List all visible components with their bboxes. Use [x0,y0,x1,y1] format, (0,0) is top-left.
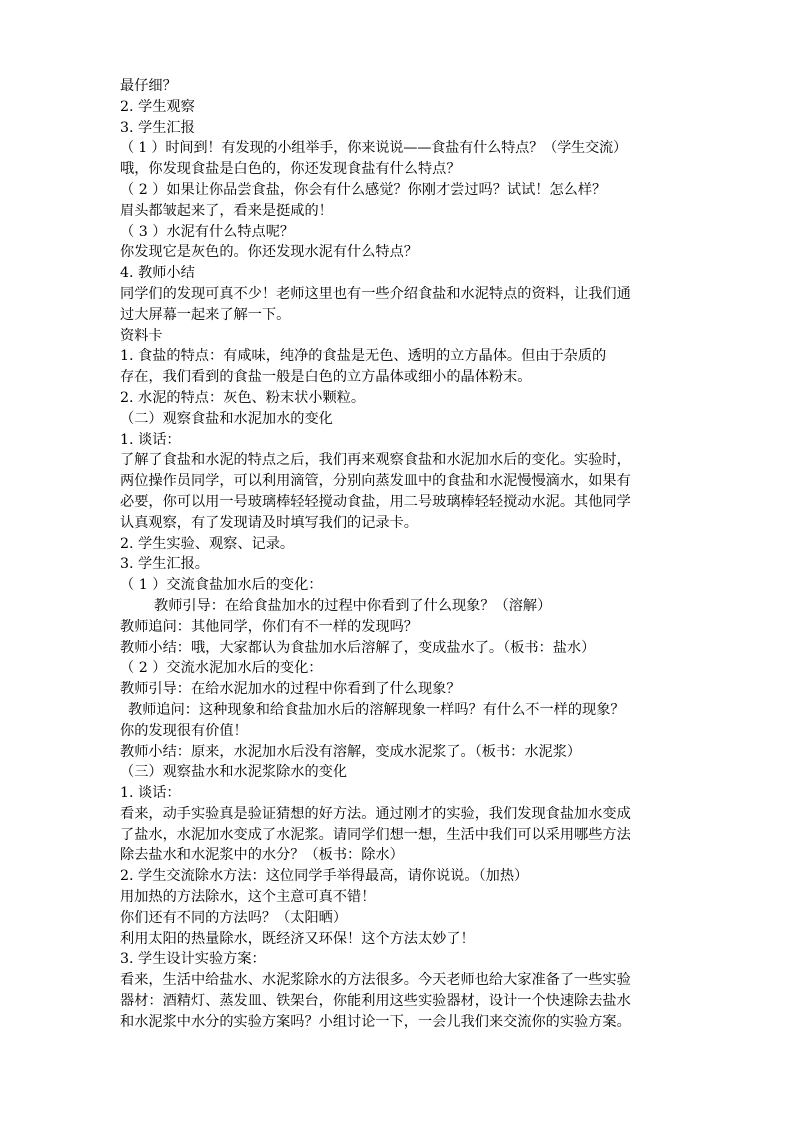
text-line: 2. 学生实验、观察、记录。 [120,535,295,552]
text-line: （ 2 ）如果让你品尝食盐，你会有什么感觉？你刚才尝过吗？试试！怎么样？ [120,181,607,198]
text-line: 看来，生活中给盐水、水泥浆除水的方法很多。今天老师也给大家准备了一些实验 [120,972,631,989]
text-line: 教师引导：在给食盐加水的过程中你看到了什么现象？（溶解） [154,597,552,614]
text-line: 两位操作员同学，可以利用滴管，分别向蒸发皿中的食盐和水泥慢慢滴水，如果有 [120,473,631,490]
text-line: 认真观察，有了发现请及时填写我们的记录卡。 [120,514,418,531]
text-line: 器材：酒精灯、蒸发皿、铁架台，你能利用这些实验器材，设计一个快速除去盐水 [120,993,631,1010]
text-line: 用加热的方法除水，这个主意可真不错！ [120,889,376,906]
text-line: 过大屏幕一起来了解一下。 [120,306,291,323]
text-line: 利用太阳的热量除水，既经济又环保！这个方法太妙了！ [120,930,475,947]
section-heading: （三）观察盐水和水泥浆除水的变化 [120,764,348,781]
text-line: 2. 学生观察 [120,98,195,115]
text-line: 教师小结：原来，水泥加水后没有溶解，变成水泥浆了。（板书：水泥浆） [120,743,582,760]
text-line: 你们还有不同的方法吗？（太阳晒） [120,909,348,926]
text-line: 教师追问：其他同学，你们有不一样的发现吗？ [120,618,418,635]
text-line: 教师追问：这种现象和给食盐加水后的溶解现象一样吗？有什么不一样的现象？ [128,701,625,718]
text-line: 必要，你可以用一号玻璃棒轻轻搅动食盐，用二号玻璃棒轻轻搅动水泥。其他同学 [120,493,631,510]
text-line: 你的发现很有价值！ [120,722,248,739]
text-line: 同学们的发现可真不少！老师这里也有一些介绍食盐和水泥特点的资料，让我们通 [120,285,631,302]
text-line: （ 1 ）交流食盐加水后的变化： [120,577,323,594]
text-line: 3. 学生汇报 [120,119,195,136]
text-line: 1. 谈话： [120,431,181,448]
text-line: 最仔细？ [120,78,177,94]
text-line: 了盐水，水泥加水变成了水泥浆。请同学们想一想，生活中我们可以采用哪些方法 [120,826,631,843]
text-line: 3. 学生设计实验方案： [120,951,266,968]
text-line: 2. 学生交流除水方法：这位同学手举得最高，请你说说。（加热） [120,868,529,885]
section-heading: （二）观察食盐和水泥加水的变化 [120,410,333,427]
text-line: 了解了食盐和水泥的特点之后，我们再来观察食盐和水泥加水后的变化。实验时， [120,452,631,469]
text-line: 你发现它是灰色的。你还发现水泥有什么特点？ [120,244,418,261]
text-line: 资料卡 [120,327,163,344]
text-line: 和水泥浆中水分的实验方案吗？小组讨论一下，一会儿我们来交流你的实验方案。 [120,1013,631,1030]
text-line: 除去盐水和水泥浆中的水分？（板书：除水） [120,847,404,864]
text-line: 存在，我们看到的食盐一般是白色的立方晶体或细小的晶体粉末。 [120,369,532,386]
text-line: （ 2 ）交流水泥加水后的变化： [120,660,323,677]
text-line: （ 1 ）时间到！有发现的小组举手，你来说说——食盐有什么特点？（学生交流） [120,140,628,157]
text-line: 教师小结：哦，大家都认为食盐加水后溶解了，变成盐水了。（板书：盐水） [120,639,596,656]
text-line: 教师引导：在给水泥加水的过程中你看到了什么现象？ [120,681,461,698]
text-line: 看来，动手实验真是验证猜想的好方法。通过刚才的实验，我们发现食盐加水变成 [120,805,631,822]
text-line: 1. 食盐的特点：有咸味，纯净的食盐是无色、透明的立方晶体。但由于杂质的 [120,348,607,365]
text-line: 3. 学生汇报。 [120,556,209,573]
text-line: （ 3 ）水泥有什么特点呢？ [120,223,295,240]
text-line: 4. 教师小结 [120,265,195,282]
document-page [120,76,700,1033]
text-line: 哦，你发现食盐是白色的，你还发现食盐有什么特点？ [120,161,461,178]
text-line: 眉头都皱起来了，看来是挺咸的！ [120,202,333,219]
text-line: 2. 水泥的特点：灰色、粉末状小颗粒。 [120,389,366,406]
text-line: 1. 谈话： [120,785,181,802]
